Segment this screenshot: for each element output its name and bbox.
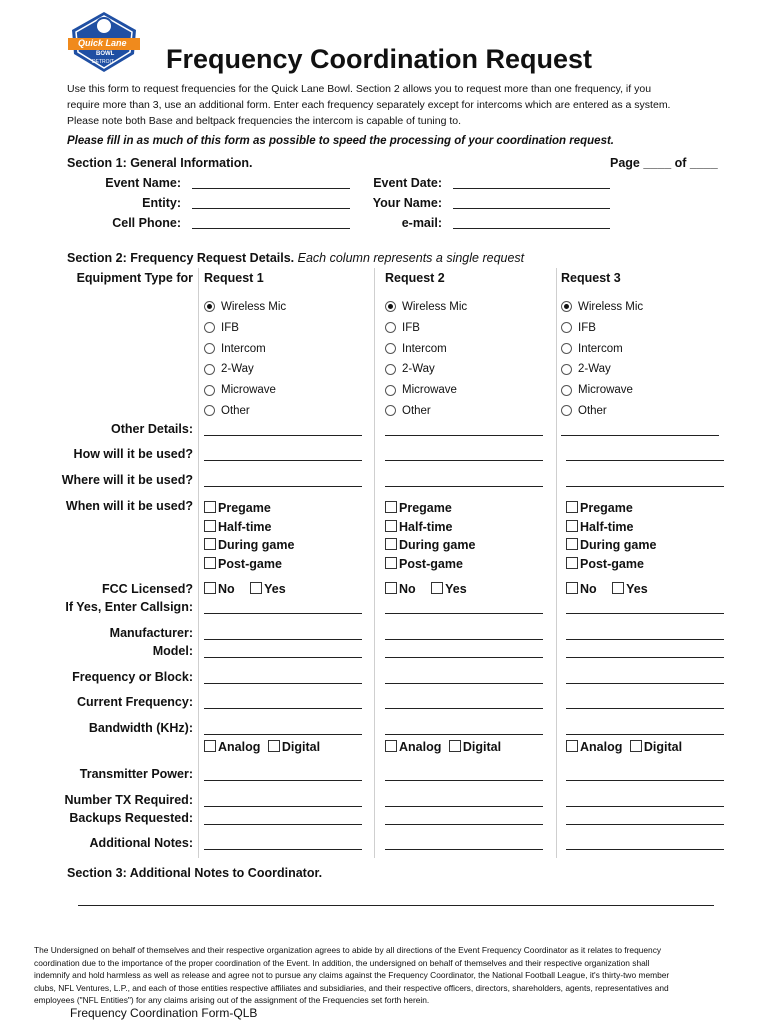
manufacturer-label: Manufacturer: bbox=[109, 626, 193, 640]
radio-other[interactable]: Other bbox=[204, 401, 286, 422]
disclaimer-line: The Undersigned on behalf of themselves and their respective organization agrees to abide by all directions of the Event Frequency Coordinator as it relates to frequency bbox=[34, 945, 662, 955]
checkbox-yes[interactable]: Yes bbox=[250, 582, 286, 596]
checkbox-box[interactable] bbox=[268, 740, 280, 752]
notes-field-2[interactable] bbox=[385, 837, 543, 850]
checkbox-box[interactable] bbox=[204, 582, 216, 594]
radio-circle[interactable] bbox=[385, 343, 396, 354]
fcc-options-1 bbox=[204, 582, 286, 596]
intro-line-2: require more than 3, use an additional form. Enter each frequency separately except for intercoms which are entered as a system. bbox=[67, 99, 671, 111]
checkbox-half-time[interactable]: Half-time bbox=[204, 518, 294, 537]
radio-2-way[interactable]: 2-Way bbox=[385, 359, 467, 380]
radio-circle[interactable] bbox=[204, 385, 215, 396]
event-name-field[interactable] bbox=[192, 176, 350, 189]
model-field-1[interactable] bbox=[204, 645, 362, 658]
checkbox-box[interactable] bbox=[431, 582, 443, 594]
current-freq-field-3[interactable] bbox=[566, 696, 724, 709]
other-details-field-3[interactable] bbox=[561, 423, 719, 436]
equipment-type-label: Equipment Type for bbox=[76, 271, 193, 285]
checkbox-half-time[interactable]: Half-time bbox=[566, 518, 656, 537]
when-used-label: When will it be used? bbox=[65, 499, 193, 513]
intro-line-3: Please note both Base and beltpack frequencies the intercom is capable of tuning to. bbox=[67, 115, 462, 127]
email-field[interactable] bbox=[453, 216, 610, 229]
radio-ifb[interactable]: IFB bbox=[561, 318, 643, 339]
section2-heading bbox=[67, 251, 524, 265]
callsign-field-3[interactable] bbox=[566, 601, 724, 614]
where-used-field-2[interactable] bbox=[385, 474, 543, 487]
checkbox-analog[interactable]: Analog bbox=[385, 740, 441, 754]
checkbox-box[interactable] bbox=[566, 520, 578, 532]
tx-power-field-1[interactable] bbox=[204, 768, 362, 781]
your-name-label: Your Name: bbox=[372, 196, 442, 210]
logo bbox=[64, 8, 144, 74]
bandwidth-field-2[interactable] bbox=[385, 722, 543, 735]
section2-note: Each column represents a single request bbox=[297, 251, 525, 265]
tx-power-field-3[interactable] bbox=[566, 768, 724, 781]
checkbox-analog[interactable]: Analog bbox=[204, 740, 260, 754]
checkbox-box[interactable] bbox=[250, 582, 262, 594]
checkbox-box[interactable] bbox=[566, 740, 578, 752]
section3-heading: Section 3: Additional Notes to Coordinator. bbox=[67, 866, 323, 880]
your-name-field[interactable] bbox=[453, 196, 610, 209]
where-used-field-3[interactable] bbox=[566, 474, 724, 487]
current-freq-field-1[interactable] bbox=[204, 696, 362, 709]
backups-field-1[interactable] bbox=[204, 812, 362, 825]
checkbox-post-game[interactable]: Post-game bbox=[385, 555, 475, 574]
disclaimer-line: coordination due to the importance of the proper coordination of the Event. In addition, the undersigned on behalf of themselves and their respective organization shall bbox=[34, 957, 650, 968]
manufacturer-field-3[interactable] bbox=[566, 627, 724, 640]
radio-circle[interactable] bbox=[385, 385, 396, 396]
checkbox-no[interactable]: No bbox=[204, 582, 235, 596]
footer-label: Frequency Coordination Form-QLB bbox=[70, 1006, 258, 1020]
radio-circle[interactable] bbox=[561, 343, 572, 354]
where-used-label: Where will it be used? bbox=[61, 473, 193, 487]
radio-circle[interactable] bbox=[385, 322, 396, 333]
analog-digital-3 bbox=[566, 740, 682, 754]
checkbox-pregame[interactable]: Pregame bbox=[385, 499, 475, 518]
other-details-field-1[interactable] bbox=[204, 423, 362, 436]
current-freq-label: Current Frequency: bbox=[77, 695, 193, 709]
analog-digital-2 bbox=[385, 740, 501, 754]
checkbox-analog[interactable]: Analog bbox=[566, 740, 622, 754]
checkbox-post-game[interactable]: Post-game bbox=[204, 555, 294, 574]
how-used-field-3[interactable] bbox=[566, 448, 724, 461]
checkbox-digital[interactable]: Digital bbox=[630, 740, 682, 754]
checkbox-no[interactable]: No bbox=[385, 582, 416, 596]
checkbox-box[interactable] bbox=[204, 557, 216, 569]
checkbox-box[interactable] bbox=[566, 538, 578, 550]
equipment-radio-group-2 bbox=[385, 297, 467, 422]
fcc-options-3 bbox=[566, 582, 648, 596]
checkbox-box[interactable] bbox=[449, 740, 461, 752]
disclaimer-line: indemnify and hold harmless as well as release and agree not to pursue any claims against the Frequency Coordinator, the National Football League, it's thirty-two member bbox=[34, 970, 670, 981]
checkbox-box[interactable] bbox=[385, 501, 397, 513]
model-label: Model: bbox=[152, 644, 193, 658]
radio-circle[interactable] bbox=[385, 364, 396, 375]
request-1-header: Request 1 bbox=[204, 271, 264, 285]
bandwidth-field-3[interactable] bbox=[566, 722, 724, 735]
email-label: e-mail: bbox=[401, 216, 442, 230]
callsign-field-1[interactable] bbox=[204, 601, 362, 614]
when-options-1 bbox=[204, 499, 294, 573]
radio-circle[interactable] bbox=[204, 322, 215, 333]
logo-sub: BOWL bbox=[96, 51, 115, 57]
when-options-2 bbox=[385, 499, 475, 573]
manufacturer-field-2[interactable] bbox=[385, 627, 543, 640]
checkbox-pregame[interactable]: Pregame bbox=[566, 499, 656, 518]
checkbox-box[interactable] bbox=[385, 520, 397, 532]
cell-phone-label: Cell Phone: bbox=[112, 216, 181, 230]
event-name-label: Event Name: bbox=[105, 176, 181, 190]
intro-line-1: Use this form to request frequencies for the Quick Lane Bowl. Section 2 allows you to request more than one frequency, if you bbox=[67, 83, 652, 95]
checkbox-post-game[interactable]: Post-game bbox=[566, 555, 656, 574]
radio-2-way[interactable]: 2-Way bbox=[561, 359, 643, 380]
disclaimer-line: employees ("NFL Entities") for any claims arising out of the assignment of the Frequencies set forth herein. bbox=[34, 995, 430, 1006]
checkbox-box[interactable] bbox=[204, 501, 216, 513]
column-divider-3 bbox=[556, 268, 557, 858]
radio-circle[interactable] bbox=[385, 301, 396, 312]
logo-brand: Quick Lane bbox=[78, 38, 127, 48]
checkbox-box[interactable] bbox=[204, 740, 216, 752]
when-options-3 bbox=[566, 499, 656, 573]
checkbox-digital[interactable]: Digital bbox=[268, 740, 320, 754]
checkbox-box[interactable] bbox=[385, 740, 397, 752]
logo-tagline: DETROIT bbox=[92, 59, 114, 65]
radio-circle[interactable] bbox=[204, 301, 215, 312]
radio-wireless-mic[interactable]: Wireless Mic bbox=[204, 297, 286, 318]
cell-phone-field[interactable] bbox=[192, 216, 350, 229]
notes-field-3[interactable] bbox=[566, 837, 724, 850]
checkbox-half-time[interactable]: Half-time bbox=[385, 518, 475, 537]
backups-field-3[interactable] bbox=[566, 812, 724, 825]
section1-heading: Section 1: General Information. bbox=[67, 156, 253, 170]
disclaimer-line: clubs, NFL Ventures, L.P., and each of those entities respective affiliates and subsidiaries, and their respective officers, directors, shareholders, agents, representatives and bbox=[34, 982, 669, 993]
radio-circle[interactable] bbox=[561, 385, 572, 396]
radio-ifb[interactable]: IFB bbox=[204, 318, 286, 339]
backups-field-2[interactable] bbox=[385, 812, 543, 825]
radio-circle[interactable] bbox=[561, 322, 572, 333]
num-tx-field-1[interactable] bbox=[204, 794, 362, 807]
checkbox-yes[interactable]: Yes bbox=[431, 582, 467, 596]
checkbox-box[interactable] bbox=[204, 538, 216, 550]
equipment-radio-group-1 bbox=[204, 297, 286, 422]
checkbox-box[interactable] bbox=[385, 582, 397, 594]
checkbox-digital[interactable]: Digital bbox=[449, 740, 501, 754]
callsign-field-2[interactable] bbox=[385, 601, 543, 614]
column-divider-2 bbox=[374, 268, 375, 858]
tx-power-field-2[interactable] bbox=[385, 768, 543, 781]
radio-circle[interactable] bbox=[204, 405, 215, 416]
radio-2-way[interactable]: 2-Way bbox=[204, 359, 286, 380]
radio-wireless-mic[interactable]: Wireless Mic bbox=[561, 297, 643, 318]
current-freq-field-2[interactable] bbox=[385, 696, 543, 709]
radio-intercom[interactable]: Intercom bbox=[385, 339, 467, 360]
event-date-label: Event Date: bbox=[373, 176, 442, 190]
freq-block-field-1[interactable] bbox=[204, 671, 362, 684]
radio-intercom[interactable]: Intercom bbox=[561, 339, 643, 360]
radio-circle[interactable] bbox=[561, 301, 572, 312]
disclaimer bbox=[34, 944, 669, 1007]
tx-power-label: Transmitter Power: bbox=[79, 767, 193, 781]
radio-circle[interactable] bbox=[561, 405, 572, 416]
num-tx-field-2[interactable] bbox=[385, 794, 543, 807]
bandwidth-field-1[interactable] bbox=[204, 722, 362, 735]
radio-microwave[interactable]: Microwave bbox=[561, 380, 643, 401]
checkbox-pregame[interactable]: Pregame bbox=[204, 499, 294, 518]
checkbox-during-game[interactable]: During game bbox=[204, 536, 294, 555]
freq-block-label: Frequency or Block: bbox=[72, 670, 193, 684]
model-field-3[interactable] bbox=[566, 645, 724, 658]
column-divider-1 bbox=[198, 268, 199, 858]
page-title: Frequency Coordination Request bbox=[166, 44, 593, 74]
fill-note: Please fill in as much of this form as possible to speed the processing of your coordination request. bbox=[67, 135, 614, 147]
radio-circle[interactable] bbox=[385, 405, 396, 416]
radio-microwave[interactable]: Microwave bbox=[204, 380, 286, 401]
notes-field-1[interactable] bbox=[204, 837, 362, 850]
how-used-field-2[interactable] bbox=[385, 448, 543, 461]
request-2-header: Request 2 bbox=[385, 271, 445, 285]
equipment-radio-group-3 bbox=[561, 297, 643, 422]
checkbox-box[interactable] bbox=[385, 557, 397, 569]
manufacturer-field-1[interactable] bbox=[204, 627, 362, 640]
bandwidth-label: Bandwidth (KHz): bbox=[88, 721, 193, 735]
checkbox-box[interactable] bbox=[612, 582, 624, 594]
checkbox-box[interactable] bbox=[566, 501, 578, 513]
checkbox-box[interactable] bbox=[385, 538, 397, 550]
other-details-field-2[interactable] bbox=[385, 423, 543, 436]
checkbox-box[interactable] bbox=[630, 740, 642, 752]
freq-block-field-2[interactable] bbox=[385, 671, 543, 684]
event-date-field[interactable] bbox=[453, 176, 610, 189]
checkbox-during-game[interactable]: During game bbox=[566, 536, 656, 555]
model-field-2[interactable] bbox=[385, 645, 543, 658]
freq-block-field-3[interactable] bbox=[566, 671, 724, 684]
radio-microwave[interactable]: Microwave bbox=[385, 380, 467, 401]
radio-circle[interactable] bbox=[204, 364, 215, 375]
checkbox-box[interactable] bbox=[566, 582, 578, 594]
radio-wireless-mic[interactable]: Wireless Mic bbox=[385, 297, 467, 318]
radio-circle[interactable] bbox=[204, 343, 215, 354]
where-used-field-1[interactable] bbox=[204, 474, 362, 487]
request-3-header: Request 3 bbox=[561, 271, 621, 285]
num-tx-field-3[interactable] bbox=[566, 794, 724, 807]
notes-label: Additional Notes: bbox=[89, 836, 193, 850]
fcc-label: FCC Licensed? bbox=[102, 582, 193, 596]
radio-circle[interactable] bbox=[561, 364, 572, 375]
radio-other[interactable]: Other bbox=[561, 401, 643, 422]
checkbox-box[interactable] bbox=[204, 520, 216, 532]
radio-ifb[interactable]: IFB bbox=[385, 318, 467, 339]
entity-field[interactable] bbox=[192, 196, 350, 209]
analog-digital-1 bbox=[204, 740, 320, 754]
callsign-label: If Yes, Enter Callsign: bbox=[65, 600, 193, 614]
additional-notes-line[interactable] bbox=[78, 905, 714, 906]
radio-intercom[interactable]: Intercom bbox=[204, 339, 286, 360]
page-count: Page ____ of ____ bbox=[610, 156, 718, 170]
checkbox-box[interactable] bbox=[566, 557, 578, 569]
radio-other[interactable]: Other bbox=[385, 401, 467, 422]
backups-label: Backups Requested: bbox=[69, 811, 193, 825]
num-tx-label: Number TX Required: bbox=[64, 793, 193, 807]
entity-label: Entity: bbox=[142, 196, 181, 210]
section2-title: Section 2: Frequency Request Details. bbox=[67, 251, 295, 265]
other-details-label: Other Details: bbox=[111, 422, 193, 436]
how-used-field-1[interactable] bbox=[204, 448, 362, 461]
fcc-options-2 bbox=[385, 582, 467, 596]
checkbox-yes[interactable]: Yes bbox=[612, 582, 648, 596]
how-used-label: How will it be used? bbox=[73, 447, 193, 461]
checkbox-no[interactable]: No bbox=[566, 582, 597, 596]
checkbox-during-game[interactable]: During game bbox=[385, 536, 475, 555]
